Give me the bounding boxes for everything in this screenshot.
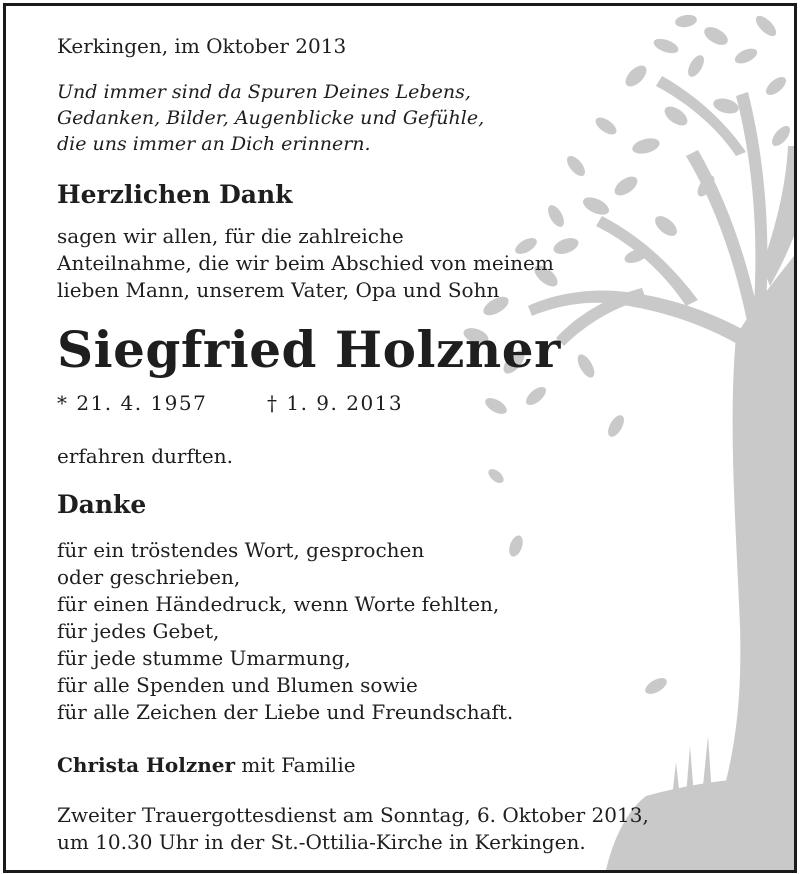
deceased-name: Siegfried Holzner bbox=[57, 320, 561, 379]
danke-line-4: für jedes Gebet, bbox=[57, 619, 220, 643]
signature-name: Christa Holzner bbox=[57, 753, 236, 777]
signature bbox=[57, 752, 356, 778]
danke-line-1: für ein tröstendes Wort, gesprochen bbox=[57, 538, 425, 562]
thanks-heading: Herzlichen Dank bbox=[57, 180, 293, 209]
poem-line-1: Und immer sind da Spuren Deines Lebens, bbox=[57, 81, 471, 103]
signature-rest: mit Familie bbox=[241, 753, 356, 777]
thanks-line-3: lieben Mann, unserem Vater, Opa und Sohn bbox=[57, 278, 500, 302]
life-dates bbox=[57, 390, 403, 416]
obituary-card bbox=[3, 3, 797, 873]
poem-line-2: Gedanken, Bilder, Augenblicke und Gefühle, bbox=[57, 107, 485, 129]
thanks-line-1: sagen wir allen, für die zahlreiche bbox=[57, 224, 404, 248]
tree-illustration bbox=[436, 6, 794, 870]
place-date: Kerkingen, im Oktober 2013 bbox=[57, 34, 347, 58]
danke-line-7: für alle Zeichen der Liebe und Freundschaft. bbox=[57, 700, 514, 724]
danke-line-6: für alle Spenden und Blumen sowie bbox=[57, 673, 418, 697]
birth-date: * 21. 4. 1957 bbox=[57, 391, 208, 415]
after-text: erfahren durften. bbox=[57, 444, 233, 468]
service-line-2: um 10.30 Uhr in der St.-Ottilia-Kirche in Kerkingen. bbox=[57, 830, 586, 854]
service-line-1: Zweiter Trauergottesdienst am Sonntag, 6. Oktober 2013, bbox=[57, 803, 649, 827]
thanks-line-2: Anteilnahme, die wir beim Abschied von meinem bbox=[57, 251, 554, 275]
poem-line-3: die uns immer an Dich erinnern. bbox=[57, 133, 371, 155]
danke-line-2: oder geschrieben, bbox=[57, 565, 241, 589]
death-date: † 1. 9. 2013 bbox=[267, 391, 404, 415]
danke-line-3: für einen Händedruck, wenn Worte fehlten, bbox=[57, 592, 500, 616]
danke-heading: Danke bbox=[57, 490, 147, 519]
danke-line-5: für jede stumme Umarmung, bbox=[57, 646, 351, 670]
